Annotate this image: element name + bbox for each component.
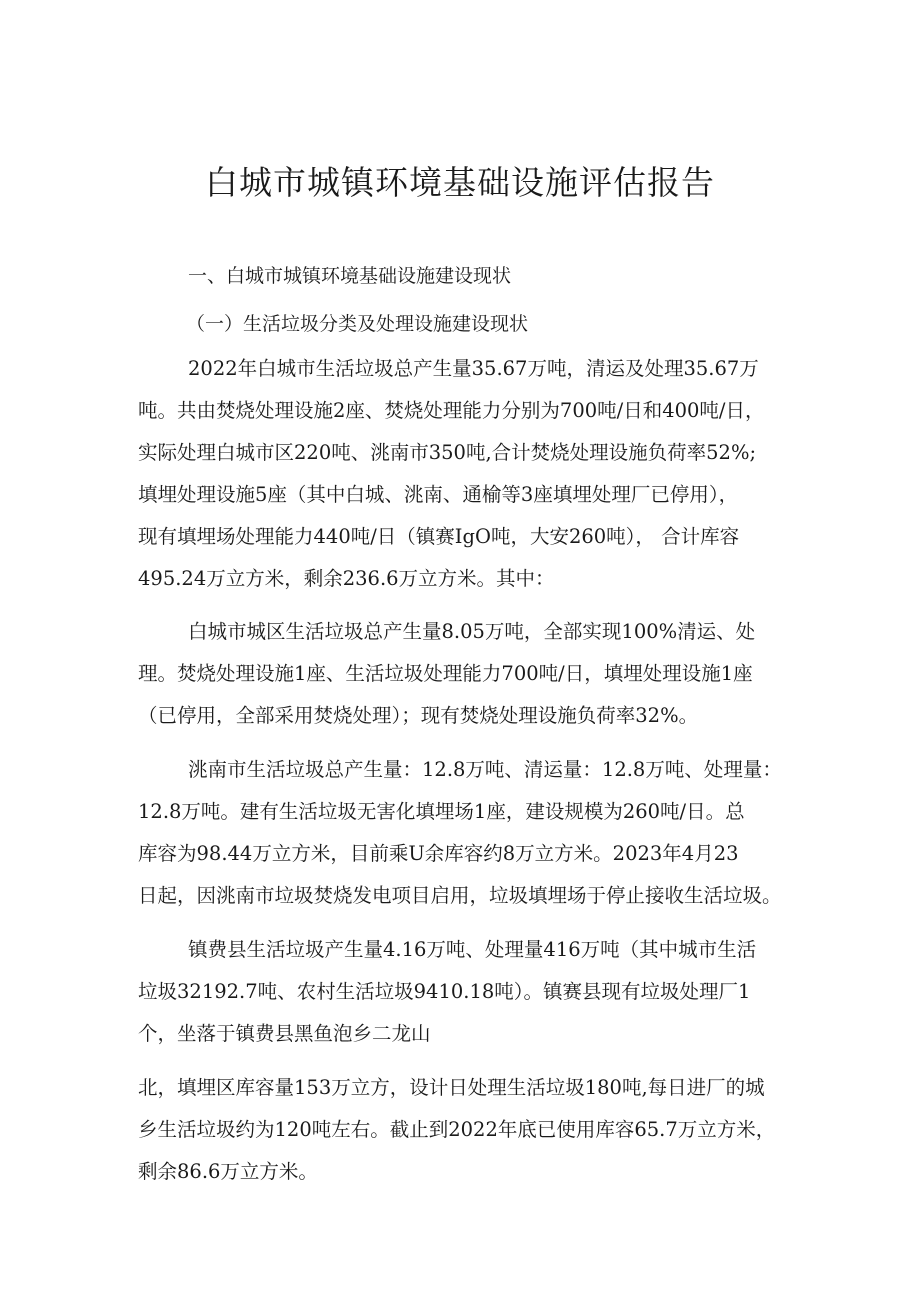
paragraph-line: 镇费县生活垃圾产生量4.16万吨、处理量416万吨（其中城市生活 — [188, 938, 757, 961]
paragraph-line: 个，坐落于镇费县黑鱼泡乡二龙山 — [138, 1022, 431, 1045]
subsection-heading: （一）生活垃圾分类及处理设施建设现状 — [186, 313, 529, 335]
paragraph-line: 库容为98.44万立方米，目前乘U余库容约8万立方米。2023年4月23 — [138, 842, 739, 865]
paragraph-line: 洮南市生活垃圾总产生量：12.8万吨、清运量：12.8万吨、处理量： — [188, 758, 782, 781]
paragraph-line: （已停用，全部采用焚烧处理）；现有焚烧处理设施负荷率32%。 — [138, 704, 699, 727]
paragraph-line: 乡生活垃圾约为120吨左右。截止到2022年底已使用库容65.7万立方米， — [138, 1118, 776, 1141]
paragraph-line: 垃圾32192.7吨、农村生活垃圾9410.18吨）。镇赛县现有垃圾处理厂1 — [138, 980, 751, 1003]
paragraph-line: 495.24万立方米，剩余236.6万立方米。其中： — [138, 567, 555, 590]
paragraph-line: 剩余86.6万立方米。 — [138, 1160, 318, 1183]
paragraph-line: 现有填埋场处理能力440吨/日（镇赛IgO吨，大安260吨）， 合计库容 — [138, 525, 740, 548]
section-heading: 一、白城市城镇环境基础设施建设现状 — [188, 265, 512, 287]
paragraph-line: 日起，因洮南市垃圾焚烧发电项目启用，垃圾填埋场于停止接收生活垃圾。 — [138, 884, 782, 907]
paragraph-line: 填埋处理设施5座（其中白城、洮南、通榆等3座填埋处理厂已停用）， — [138, 483, 739, 506]
paragraph-line: 白城市城区生活垃圾总产生量8.05万吨，全部实现100%清运、处 — [188, 620, 756, 643]
paragraph-line: 12.8万吨。建有生活垃圾无害化填埋场1座，建设规模为260吨/日。总 — [138, 800, 745, 823]
paragraph-line: 理。焚烧处理设施1座、生活垃圾处理能力700吨/日，填埋处理设施1座 — [138, 662, 753, 685]
paragraph-line: 实际处理白城市区220吨、洮南市350吨,合计焚烧处理设施负荷率52%; — [138, 441, 757, 464]
paragraph-line: 北，填埋区库容量153万立方，设计日处理生活垃圾180吨,每日进厂的城 — [138, 1076, 765, 1099]
document-title: 白城市城镇环境基础设施评估报告 — [205, 163, 715, 202]
paragraph-line: 2022年白城市生活垃圾总产生量35.67万吨，清运及处理35.67万 — [188, 357, 759, 380]
paragraph-line: 吨。共由焚烧处理设施2座、焚烧处理能力分别为700吨/日和400吨/日， — [138, 399, 765, 422]
